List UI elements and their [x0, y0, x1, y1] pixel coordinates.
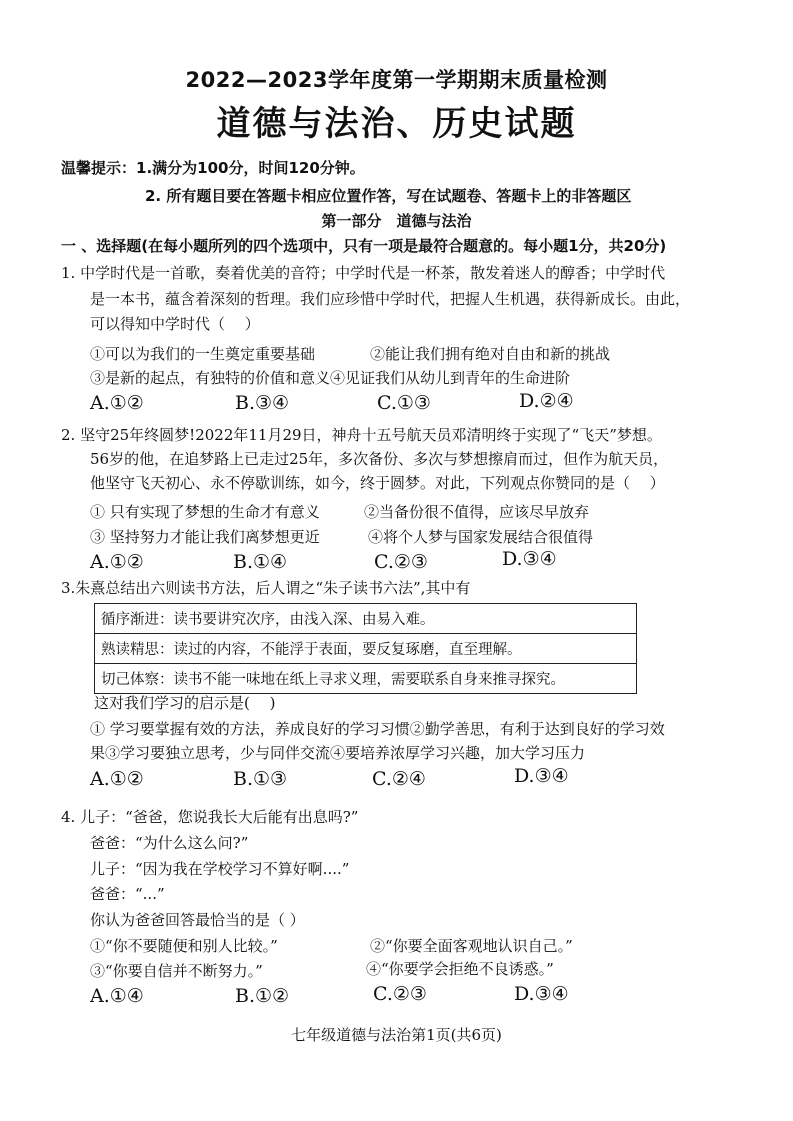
q2-option-1: ① 只有实现了梦想的生命才有意义: [90, 503, 320, 521]
q4-line-3: 儿子：“因为我在学校学习不算好啊....”: [90, 860, 350, 878]
q2-line-2: 56岁的他，在追梦路上已走过25年，多次备份、多次与梦想擦肩而过，但作为航天员，: [90, 450, 669, 468]
q4-line-1: 4. 儿子：“爸爸，您说我长大后能有出息吗?”: [61, 808, 359, 826]
q3-intro: 3.朱熹总结出六则读书方法，后人谓之“朱子读书六法”,其中有: [61, 579, 471, 597]
q2-answer-a: A.①②: [90, 551, 144, 573]
q1-option-2: ②能让我们拥有绝对自由和新的挑战: [370, 345, 611, 363]
q3-answer-a: A.①②: [90, 768, 144, 790]
section-heading: 一 、选择题(在每小题所列的四个选项中，只有一项是最符合题意的。每小题1分，共20分): [61, 237, 667, 255]
q4-option-4: ④“你要学会拒绝不良诱惑。”: [366, 960, 554, 978]
q3-answer-d: D.③④: [514, 765, 569, 787]
exam-title: 道德与法治、历史试题: [216, 104, 577, 144]
table-cell: 循序渐进：读书要讲究次序，由浅入深、由易入难。: [95, 604, 637, 634]
q4-option-1: ①“你不要随便和别人比较。”: [90, 937, 278, 955]
q4-option-3: ③“你要自信并不断努力。”: [90, 962, 263, 980]
q2-answer-b: B.①④: [233, 551, 288, 573]
q2-line-3: 他坚守飞天初心、永不停歇训练，如今，终于圆梦。对此，下列观点你赞同的是（ ）: [90, 474, 665, 492]
q4-answer-d: D.③④: [514, 983, 569, 1005]
q1-line-3: 可以得知中学时代（ ）: [90, 315, 260, 333]
q1-answer-b: B.③④: [235, 392, 290, 414]
q4-answer-c: C.②③: [373, 983, 427, 1005]
q2-option-3: ③ 坚持努力才能让我们离梦想更近: [90, 528, 320, 546]
q3-question: 这对我们学习的启示是( ): [94, 694, 276, 712]
q3-options-line-1: ① 学习要掌握有效的方法，养成良好的学习习惯②勤学善思，有利于达到良好的学习效: [90, 720, 665, 738]
table-row: [95, 604, 637, 634]
table-row: [95, 634, 637, 664]
q3-answer-b: B.①③: [233, 768, 288, 790]
q1-option-1: ①可以为我们的一生奠定重要基础: [90, 345, 316, 363]
q1-line-2: 是一本书，蕴含着深刻的哲理。我们应珍惜中学时代，把握人生机遇，获得新成长。由此，: [90, 290, 691, 308]
q2-answer-c: C.②③: [374, 551, 428, 573]
q4-line-4: 爸爸：“...”: [90, 885, 165, 903]
q2-line-1: 2. 坚守25年终圆梦!2022年11月29日，神舟十五号航天员邓清明终于实现了“飞天”梦想。: [61, 426, 662, 444]
table-cell: 切己体察：读书不能一味地在纸上寻求义理，需要联系自身来推寻探究。: [95, 664, 637, 694]
q1-answer-a: A.①②: [90, 392, 144, 414]
tips-line-1: 温馨提示：1.满分为100分，时间120分钟。: [61, 159, 365, 177]
q4-option-2: ②“你要全面客观地认识自己。”: [370, 937, 573, 955]
q1-answer-d: D.②④: [519, 390, 574, 412]
q4-line-5: 你认为爸爸回答最恰当的是（ ）: [90, 911, 305, 929]
q1-answer-c: C.①③: [377, 392, 431, 414]
q4-line-2: 爸爸：“为什么这么问?”: [90, 834, 249, 852]
q3-answer-c: C.②④: [372, 768, 426, 790]
part-heading: 第一部分 道德与法治: [321, 212, 472, 230]
table-row: [95, 664, 637, 694]
q2-answer-d: D.③④: [502, 548, 557, 570]
q2-option-4: ④将个人梦与国家发展结合很值得: [368, 528, 594, 546]
page-footer: 七年级道德与法治第1页(共6页): [291, 1026, 502, 1044]
reading-methods-table: [94, 603, 637, 694]
q4-answer-a: A.①④: [90, 985, 144, 1007]
q1-line-1: 1. 中学时代是一首歌，奏着优美的音符；中学时代是一杯茶，散发着迷人的醇香；中学时代: [61, 264, 666, 282]
q4-answer-b: B.①②: [235, 985, 290, 1007]
table-cell: 熟读精思：读过的内容，不能浮于表面，要反复琢磨，直至理解。: [95, 634, 637, 664]
q2-option-2: ②当备份很不值得，应该尽早放弃: [364, 503, 590, 521]
tips-line-2: 2. 所有题目要在答题卡相应位置作答，写在试题卷、答题卡上的非答题区: [145, 187, 632, 205]
exam-header: 2022—2023学年度第一学期期末质量检测: [185, 68, 608, 92]
q3-options-line-2: 果③学习要独立思考，少与同伴交流④要培养浓厚学习兴趣，加大学习压力: [90, 744, 586, 762]
q1-option-3-4: ③是新的起点，有独特的价值和意义④见证我们从幼儿到青年的生命进阶: [90, 369, 571, 387]
